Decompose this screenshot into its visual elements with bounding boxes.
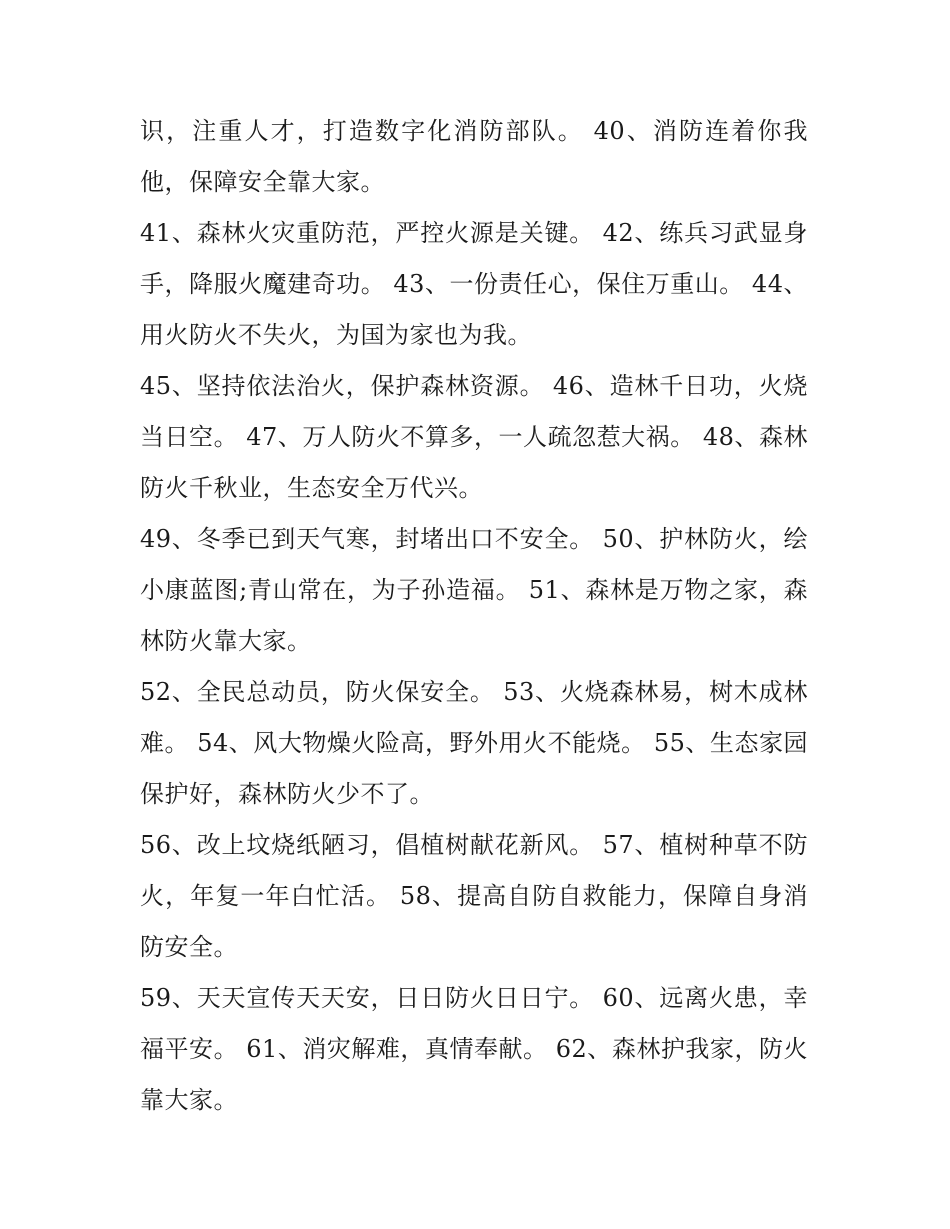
paragraph-6: 56、改上坟烧纸陋习，倡植树献花新风。 57、植树种草不防火，年复一年白忙活。 58、提高自防自救能力，保障自身消防安全。	[140, 831, 808, 961]
paragraph-1: 识，注重人才，打造数字化消防部队。 40、消防连着你我他，保障安全靠大家。	[140, 117, 808, 196]
paragraph-5: 52、全民总动员，防火保安全。 53、火烧森林易，树木成林难。 54、风大物燥火险高，野外用火不能烧。 55、生态家园保护好，森林防火少不了。	[140, 678, 808, 808]
paragraph-3: 45、坚持依法治火，保护森林资源。 46、造林千日功，火烧当日空。 47、万人防火不算多，一人疏忽惹大祸。 48、森林防火千秋业，生态安全万代兴。	[140, 372, 808, 502]
paragraph-4: 49、冬季已到天气寒，封堵出口不安全。 50、护林防火，绘小康蓝图;青山常在，为子孙造福。 51、森林是万物之家，森林防火靠大家。	[140, 525, 808, 655]
paragraph-7: 59、天天宣传天天安，日日防火日日宁。 60、远离火患，幸福平安。 61、消灾解难，真情奉献。 62、森林护我家，防火靠大家。	[140, 984, 808, 1114]
paragraph-2: 41、森林火灾重防范，严控火源是关键。 42、练兵习武显身手，降服火魔建奇功。 43、一份责任心，保住万重山。 44、用火防火不失火，为国为家也为我。	[140, 219, 808, 349]
document-body	[140, 106, 808, 1126]
